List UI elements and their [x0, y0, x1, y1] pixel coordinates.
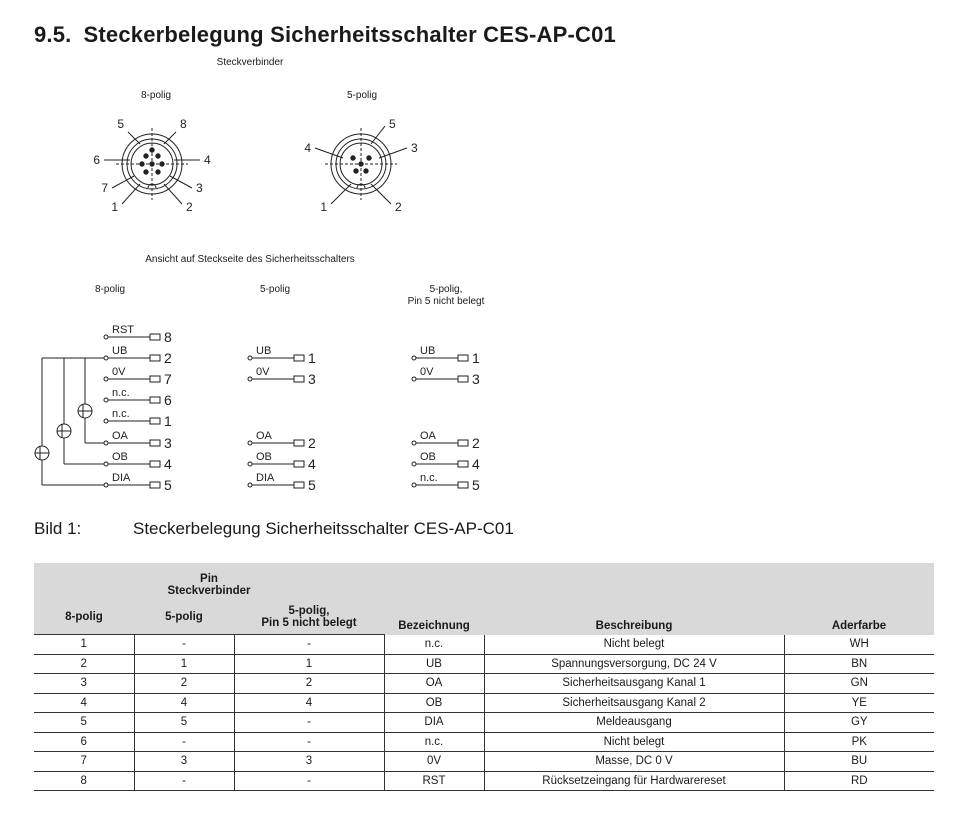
cell-5polig-nb: -	[234, 771, 384, 791]
terminal-pin-label: 3	[308, 371, 316, 387]
header-beschreibung: Beschreibung	[484, 563, 784, 635]
pin-terminal	[458, 440, 468, 446]
cell-beschreibung: Masse, DC 0 V	[484, 752, 784, 772]
signal-label: 0V	[420, 366, 434, 378]
terminal-circle	[248, 356, 252, 360]
terminal-pin-label: 2	[472, 435, 480, 451]
header-5polig-nb-line1: 5-polig,	[288, 605, 330, 617]
terminal-pin-label: 7	[164, 371, 172, 387]
cell-aderfarbe: GY	[784, 713, 934, 733]
cell-5polig: 3	[134, 752, 234, 772]
steckverbinder-label: Steckverbinder	[216, 57, 284, 68]
pin-contact	[364, 169, 368, 173]
pin-terminal	[458, 355, 468, 361]
header-5polig-nb	[234, 600, 384, 635]
cell-5polig: -	[134, 732, 234, 752]
figure-caption-text: Steckerbelegung Sicherheitsschalter CES-AP-C01	[133, 519, 514, 538]
cell-5polig: -	[134, 635, 234, 655]
signal-label: UB	[420, 345, 436, 357]
pin-number-label: 2	[186, 200, 193, 214]
cell-beschreibung: Sicherheitsausgang Kanal 2	[484, 693, 784, 713]
terminal-pin-label: 4	[164, 456, 172, 472]
terminal-pin-label: 5	[308, 477, 316, 493]
pin-contact	[351, 156, 355, 160]
terminal-pin-label: 5	[164, 477, 172, 493]
header-aderfarbe: Aderfarbe	[784, 563, 934, 635]
cell-aderfarbe: YE	[784, 693, 934, 713]
cell-bezeichnung: OA	[384, 674, 484, 694]
wiring-col3-label-2: Pin 5 nicht belegt	[407, 296, 485, 307]
cell-5polig-nb: -	[234, 732, 384, 752]
view-5-label: 5-polig	[346, 90, 378, 101]
terminal-pin-label: 3	[472, 371, 480, 387]
signal-label: n.c.	[112, 408, 130, 420]
signal-label: 0V	[112, 366, 126, 378]
pin-contact	[156, 170, 160, 174]
terminal-pin-label: 4	[472, 456, 480, 472]
terminal-circle	[248, 441, 252, 445]
terminal-circle	[104, 462, 108, 466]
pin-leader-line	[164, 184, 182, 204]
terminal-circle	[104, 398, 108, 402]
pin-contact	[354, 169, 358, 173]
pin-leader-line	[164, 132, 176, 144]
cell-8polig: 5	[34, 713, 134, 733]
pin-terminal	[294, 482, 304, 488]
signal-label: 0V	[256, 366, 270, 378]
pin-number-label: 3	[411, 141, 418, 155]
pin-terminal	[294, 440, 304, 446]
cell-aderfarbe: WH	[784, 635, 934, 655]
pin-contact	[140, 162, 144, 166]
terminal-pin-label: 6	[164, 392, 172, 408]
signal-label: RST	[112, 324, 134, 336]
cell-5polig-nb: 1	[234, 654, 384, 674]
signal-label: OA	[420, 430, 436, 442]
signal-label: DIA	[256, 472, 275, 484]
cell-bezeichnung: 0V	[384, 752, 484, 772]
cell-5polig-nb: 3	[234, 752, 384, 772]
pin-leader-line	[128, 132, 140, 144]
terminal-circle	[104, 419, 108, 423]
pin-contact	[359, 162, 363, 166]
terminal-circle	[412, 483, 416, 487]
cell-bezeichnung: UB	[384, 654, 484, 674]
pin-leader-line	[112, 176, 134, 188]
pin-terminal	[294, 461, 304, 467]
pin-terminal	[150, 440, 160, 446]
terminal-circle	[104, 441, 108, 445]
pin-terminal	[150, 397, 160, 403]
terminal-circle	[412, 377, 416, 381]
header-pin: Pin	[200, 573, 218, 585]
terminal-circle	[104, 356, 108, 360]
cell-aderfarbe: BN	[784, 654, 934, 674]
table-row	[34, 752, 934, 772]
terminal-pin-label: 2	[164, 350, 172, 366]
section-number: 9.5.	[34, 22, 72, 47]
pin-number-label: 5	[117, 117, 124, 131]
cell-8polig: 1	[34, 635, 134, 655]
cell-beschreibung: Nicht belegt	[484, 732, 784, 752]
signal-label: OB	[112, 451, 128, 463]
cell-aderfarbe: PK	[784, 732, 934, 752]
terminal-pin-label: 1	[308, 350, 316, 366]
pin-number-label: 3	[196, 181, 203, 195]
cell-beschreibung: Sicherheitsausgang Kanal 1	[484, 674, 784, 694]
table-row	[34, 674, 934, 694]
cell-8polig: 3	[34, 674, 134, 694]
cell-5polig-nb: -	[234, 635, 384, 655]
cell-8polig: 8	[34, 771, 134, 791]
cell-bezeichnung: RST	[384, 771, 484, 791]
pin-contact	[144, 170, 148, 174]
cell-5polig-nb: -	[234, 713, 384, 733]
header-steckverbinder: Steckverbinder	[167, 585, 251, 597]
cell-aderfarbe: BU	[784, 752, 934, 772]
connector-8-pin-face	[93, 117, 211, 214]
cell-8polig: 4	[34, 693, 134, 713]
terminal-circle	[104, 483, 108, 487]
pin-number-label: 1	[111, 200, 118, 214]
signal-label: UB	[256, 345, 272, 357]
pin-contact	[150, 148, 154, 152]
terminal-circle	[248, 462, 252, 466]
cell-aderfarbe: GN	[784, 674, 934, 694]
pin-leader-line	[371, 126, 385, 144]
pin-terminal	[150, 355, 160, 361]
cell-5polig: 2	[134, 674, 234, 694]
header-5polig: 5-polig	[134, 600, 234, 635]
wiring-col2-label: 5-polig	[259, 284, 291, 295]
cell-beschreibung: Nicht belegt	[484, 635, 784, 655]
pin-terminal	[150, 418, 160, 424]
cell-beschreibung: Rücksetzeingang für Hardwarereset	[484, 771, 784, 791]
cell-5polig-nb: 2	[234, 674, 384, 694]
pin-contact	[160, 162, 164, 166]
cell-5polig-nb: 4	[234, 693, 384, 713]
header-8polig: 8-polig	[34, 600, 134, 635]
wiring-col1-label: 8-polig	[94, 284, 126, 295]
section-title: Steckerbelegung Sicherheitsschalter CES-AP-C01	[83, 22, 616, 47]
pin-terminal	[294, 376, 304, 382]
pin-leader-line	[122, 184, 140, 204]
terminal-circle	[412, 356, 416, 360]
pin-number-label: 4	[304, 141, 311, 155]
pin-number-label: 4	[204, 153, 211, 167]
signal-label: OA	[256, 430, 272, 442]
wiring-diagram	[35, 324, 480, 493]
terminal-circle	[248, 483, 252, 487]
table-row	[34, 635, 934, 655]
table-row	[34, 771, 934, 791]
pin-terminal	[150, 461, 160, 467]
signal-label: UB	[112, 345, 128, 357]
wiring-col3-label-1: 5-polig,	[429, 284, 463, 295]
cell-5polig: 5	[134, 713, 234, 733]
pin-contact	[367, 156, 371, 160]
terminal-pin-label: 4	[308, 456, 316, 472]
cell-5polig: 1	[134, 654, 234, 674]
cell-beschreibung: Spannungsversorgung, DC 24 V	[484, 654, 784, 674]
pin-terminal	[150, 334, 160, 340]
table-row	[34, 693, 934, 713]
pin-number-label: 2	[395, 200, 402, 214]
header-pin-group	[34, 563, 384, 600]
cell-beschreibung: Meldeausgang	[484, 713, 784, 733]
pin-number-label: 7	[101, 181, 108, 195]
pin-terminal	[294, 355, 304, 361]
pin-terminal	[150, 376, 160, 382]
terminal-pin-label: 8	[164, 329, 172, 345]
terminal-circle	[104, 335, 108, 339]
pin-number-label: 6	[93, 153, 100, 167]
cell-bezeichnung: OB	[384, 693, 484, 713]
signal-label: DIA	[112, 472, 131, 484]
signal-label: OB	[420, 451, 436, 463]
pin-terminal	[458, 376, 468, 382]
cell-5polig: 4	[134, 693, 234, 713]
signal-label: OB	[256, 451, 272, 463]
table-row	[34, 732, 934, 752]
terminal-circle	[104, 377, 108, 381]
pin-contact	[150, 162, 154, 166]
terminal-pin-label: 5	[472, 477, 480, 493]
signal-label: OA	[112, 430, 128, 442]
table-row	[34, 713, 934, 733]
cell-bezeichnung: n.c.	[384, 635, 484, 655]
terminal-circle	[412, 441, 416, 445]
terminal-circle	[412, 462, 416, 466]
pin-contact	[156, 154, 160, 158]
pin-contact	[144, 154, 148, 158]
header-bezeichnung: Bezeichnung	[384, 563, 484, 635]
signal-label: n.c.	[112, 387, 130, 399]
terminal-pin-label: 1	[164, 413, 172, 429]
terminal-circle	[248, 377, 252, 381]
cell-aderfarbe: RD	[784, 771, 934, 791]
header-5polig-nb-line2: Pin 5 nicht belegt	[261, 617, 357, 629]
cell-bezeichnung: n.c.	[384, 732, 484, 752]
pin-number-label: 1	[320, 200, 327, 214]
view-8-label: 8-polig	[140, 90, 172, 101]
pin-number-label: 5	[389, 117, 396, 131]
pin-terminal	[458, 482, 468, 488]
cell-8polig: 2	[34, 654, 134, 674]
pin-terminal	[458, 461, 468, 467]
table-row	[34, 654, 934, 674]
terminal-pin-label: 2	[308, 435, 316, 451]
terminal-pin-label: 3	[164, 435, 172, 451]
pin-assignment-table	[34, 563, 934, 791]
figure-caption-label: Bild 1:	[34, 519, 82, 538]
cell-8polig: 7	[34, 752, 134, 772]
cell-bezeichnung: DIA	[384, 713, 484, 733]
connector-5-pin-face	[304, 117, 418, 214]
view-caption: Ansicht auf Steckseite des Sicherheitsschalters	[145, 254, 355, 265]
pin-leader-line	[170, 176, 192, 188]
pin-number-label: 8	[180, 117, 187, 131]
cell-8polig: 6	[34, 732, 134, 752]
pin-terminal	[150, 482, 160, 488]
cell-5polig: -	[134, 771, 234, 791]
signal-label: n.c.	[420, 472, 438, 484]
terminal-pin-label: 1	[472, 350, 480, 366]
